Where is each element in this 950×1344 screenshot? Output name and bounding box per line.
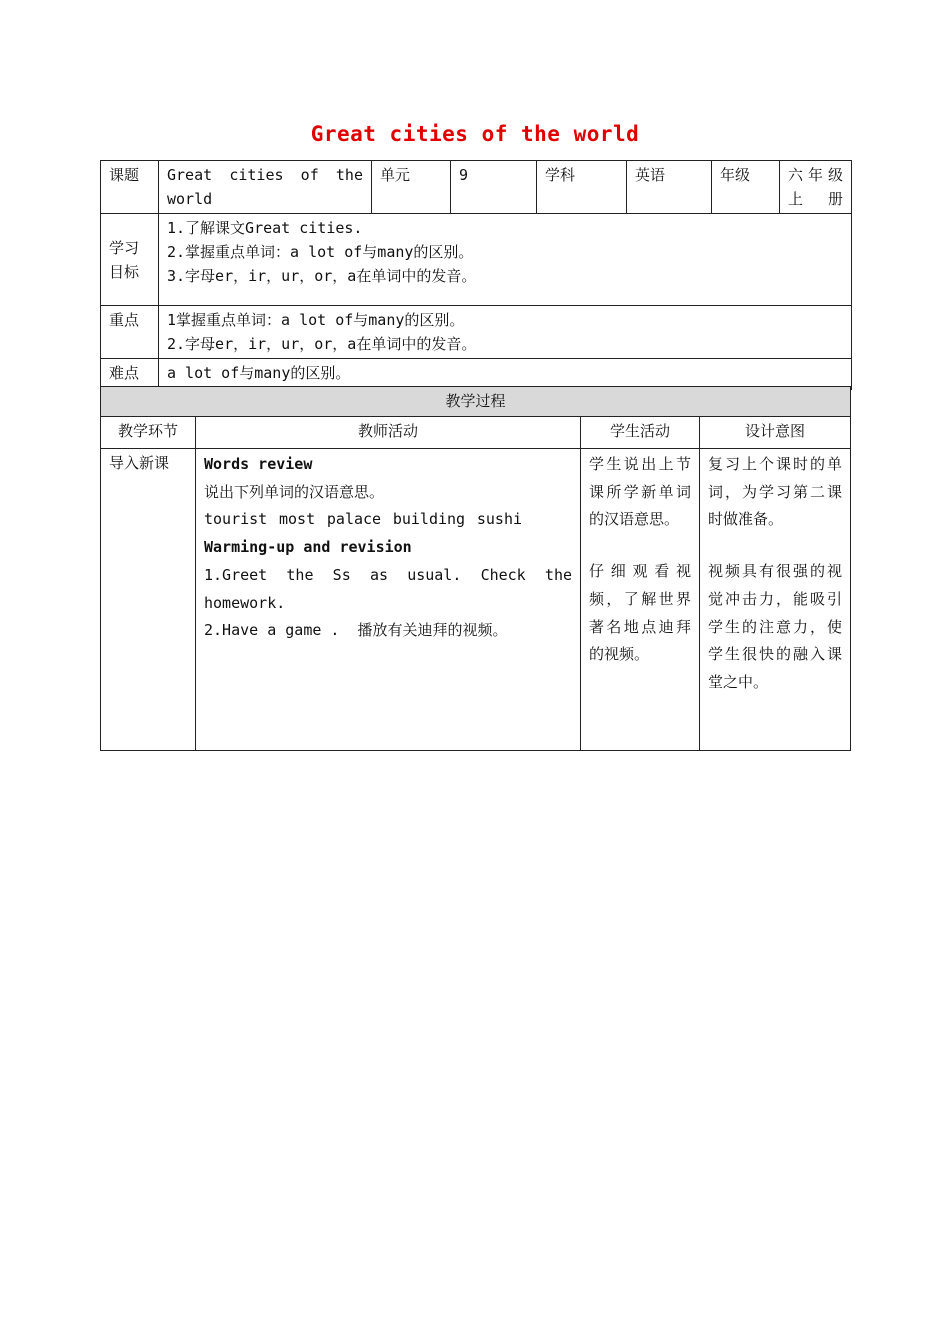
student-activity: [581, 449, 700, 751]
teacher-line: homework.: [204, 593, 286, 612]
warmup-heading: Warming-up and revision: [204, 538, 412, 557]
student-paragraph: 学生说出上节课所学新单词的汉语意思。: [589, 455, 691, 529]
process-columns-row: [101, 417, 851, 449]
header-row: [101, 161, 852, 214]
teacher-line: 1.Greet the Ss as usual. Check the: [204, 565, 572, 584]
student-paragraph: 仔细观看视频，了解世界著名地点迪拜的视频。: [589, 562, 691, 664]
grade-label: 年级: [712, 161, 780, 214]
goals-label: 学习目标: [101, 214, 159, 306]
vocab-list: tourist most palace building sushi: [204, 510, 522, 529]
goal-item: 3.字母er，ir，ur，or，a在单词中的发音。: [167, 267, 477, 285]
column-stage: 教学环节: [101, 417, 196, 449]
key-point-item: 2.字母er，ir，ur，or，a在单词中的发音。: [167, 335, 477, 353]
words-review-heading: Words review: [204, 455, 313, 473]
difficulty-label: 难点: [101, 359, 159, 390]
goal-item: 2.掌握重点单词：a lot of与many的区别。: [167, 243, 474, 261]
design-paragraph: 复习上个课时的单词，为学习第二课时做准备。: [708, 455, 843, 529]
process-heading-row: [101, 387, 851, 417]
key-points-label: 重点: [101, 306, 159, 359]
subject-value: 英语: [627, 161, 712, 214]
document-title: Great cities of the world: [310, 122, 640, 146]
teacher-line: 说出下列单词的汉语意思。: [204, 482, 385, 501]
goal-item: 1.了解课文Great cities.: [167, 219, 363, 237]
grade-value: 六年级上册: [780, 161, 852, 214]
key-points-row: [101, 306, 852, 359]
design-paragraph: 视频具有很强的视觉冲击力，能吸引学生的注意力，使学生很快的融入课堂之中。: [708, 562, 843, 691]
topic-value: Great cities of the world: [159, 161, 372, 214]
process-row: [101, 449, 851, 751]
subject-label: 学科: [537, 161, 627, 214]
goals-content: [159, 214, 852, 306]
key-point-item: 1掌握重点单词：a lot of与many的区别。: [167, 311, 465, 329]
column-teacher: 教师活动: [196, 417, 581, 449]
unit-label: 单元: [372, 161, 451, 214]
goals-row: [101, 214, 852, 306]
process-table: [100, 386, 851, 751]
difficulty-row: [101, 359, 852, 390]
key-points-content: [159, 306, 852, 359]
process-heading: 教学过程: [101, 387, 851, 417]
difficulty-content: a lot of与many的区别。: [159, 359, 852, 390]
column-student: 学生活动: [581, 417, 700, 449]
lesson-info-table: [100, 160, 852, 390]
teacher-activity: [196, 449, 581, 751]
unit-value: 9: [451, 161, 537, 214]
column-design: 设计意图: [700, 417, 851, 449]
topic-label: 课题: [101, 161, 159, 214]
teacher-line: 2.Have a game . 播放有关迪拜的视频。: [204, 621, 508, 640]
stage-cell: 导入新课: [101, 449, 196, 751]
design-intent: [700, 449, 851, 751]
